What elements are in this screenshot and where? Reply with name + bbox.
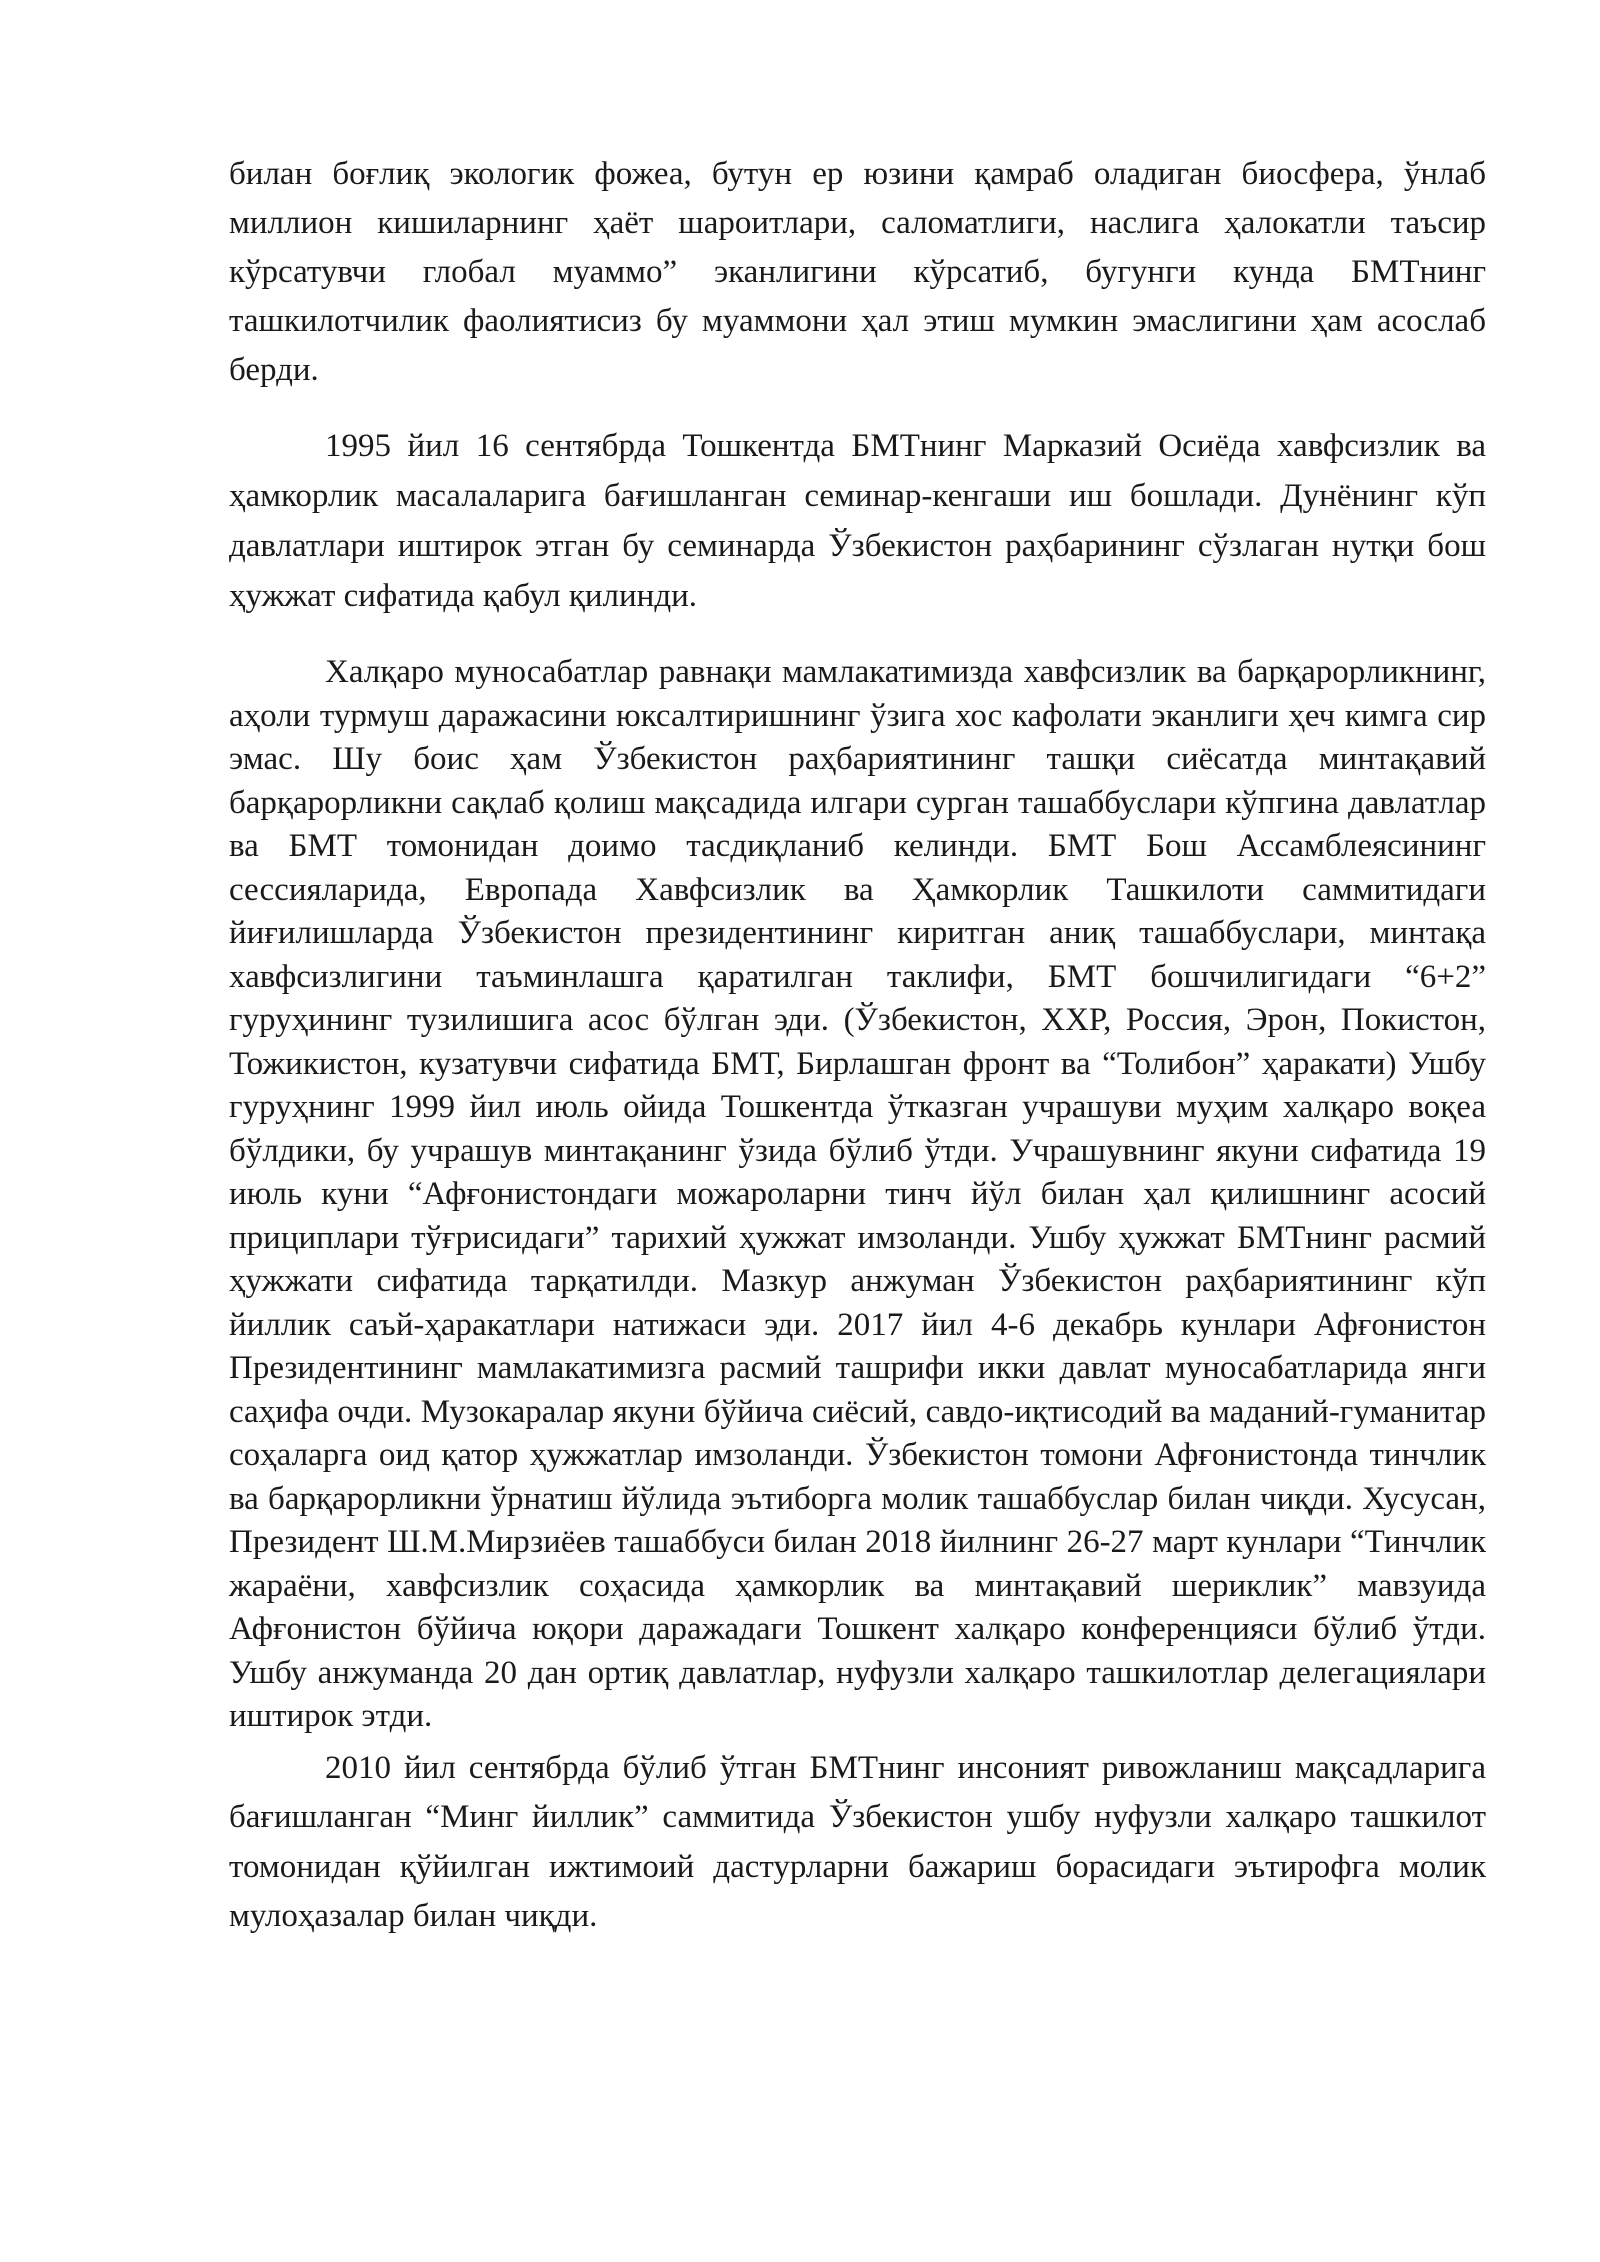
document-page [229,150,1486,1942]
paragraph-millennium-summit: 2010 йил сентябрда бўлиб ўтган БМТнинг инсоният ривожланиш мақсадларига бағишланган “Минг йиллик” саммитида Ўзбекистон ушбу нуфузли халқаро ташкилот томонидан қўйилган ижтимоий дастурларни бажариш борасидаги эътирофга молик мулоҳазалар билан чиқди. [229,1749,1486,1934]
paragraph-seminar-1995: 1995 йил 16 сентябрда Тошкентда БМТнинг Марказий Осиёда хавфсизлик ва ҳамкорлик масалаларига бағишланган семинар-кенгаши иш бошлади. Дунёнинг кўп давлатлари иштирок этган бу семинарда Ўзбекистон раҳбарининг сўзлаган нутқи бош ҳужжат сифатида қабул қилинди. [229,428,1486,614]
paragraph-continuation: билан боғлиқ экологик фожеа, бутун ер юзини қамраб оладиган биосфера, ўнлаб миллион кишиларнинг ҳаёт шароитлари, саломатлиги, наслига ҳалокатли таъсир кўрсатувчи глобал муаммо” эканлигини кўрсатиб, бугунги кунда БМТнинг ташкилотчилик фаолиятисиз бу муаммони ҳал этиш мумкин эмаслигини ҳам асослаб берди. [229,156,1486,388]
paragraph-international-relations: Халқаро муносабатлар равнақи мамлакатимизда хавфсизлик ва барқарорликнинг, аҳоли турмуш даражасини юксалтиришнинг ўзига хос кафолати эканлиги ҳеч кимга сир эмас. Шу боис ҳам Ўзбекистон раҳбариятининг ташқи сиёсатда минтақавий барқарорликни сақлаб қолиш мақсадида илгари сурган ташаббуслари кўпгина давлатлар ва БМТ томонидан доимо тасдиқланиб келинди. БМТ Бош Ассамблеясининг сессияларида, Европада Хавфсизлик ва Ҳамкорлик Ташкилоти саммитидаги йиғилишларда Ўзбекистон президентининг киритган аниқ ташаббуслари, минтақа хавфсизлигини таъминлашга қаратилган таклифи, БМТ бошчилигидаги “6+2” гуруҳининг тузилишига асос бўлган эди. (Ўзбекистон, ХХР, Россия, Эрон, Покистон, Тожикистон, кузатувчи сифатида БМТ, Бирлашган фронт ва “Толибон” ҳаракати) Ушбу гуруҳнинг 1999 йил июль ойида Тошкентда ўтказган учрашуви муҳим халқаро воқеа бўлдики, бу учрашув минтақанинг ўзида бўлиб ўтди. Учрашувнинг якуни сифатида 19 июль куни “Афғонистондаги можароларни тинч йўл билан ҳал қилишнинг асосий прициплари тўғрисидаги” тарихий ҳужжат имзоланди. Ушбу ҳужжат БМТнинг расмий ҳужжати сифатида тарқатилди. Мазкур анжуман Ўзбекистон раҳбариятининг кўп йиллик саъй-ҳаракатлари натижаси эди. 2017 йил 4-6 декабрь кунлари Афғонистон Президентининг мамлакатимизга расмий ташрифи икки давлат муносабатларида янги саҳифа очди. Музокаралар якуни бўйича сиёсий, савдо-иқтисодий ва маданий-гуманитар соҳаларга оид қатор ҳужжатлар имзоланди. Ўзбекистон томони Афғонистонда тинчлик ва барқарорликни ўрнатиш йўлида эътиборга молик ташаббуслар билан чиқди. Хусусан, Президент Ш.М.Мирзиёев ташаббуси билан 2018 йилнинг 26-27 март кунлари “Тинчлик жараёни, хавфсизлик соҳасида ҳамкорлик ва минтақавий шериклик” мавзуида Афғонистон бўйича юқори даражадаги Тошкент халқаро конференцияси бўлиб ўтди. Ушбу анжуманда 20 дан ортиқ давлатлар, нуфузли халқаро ташкилотлар делегациялари иштирок этди. [229,654,1486,1734]
